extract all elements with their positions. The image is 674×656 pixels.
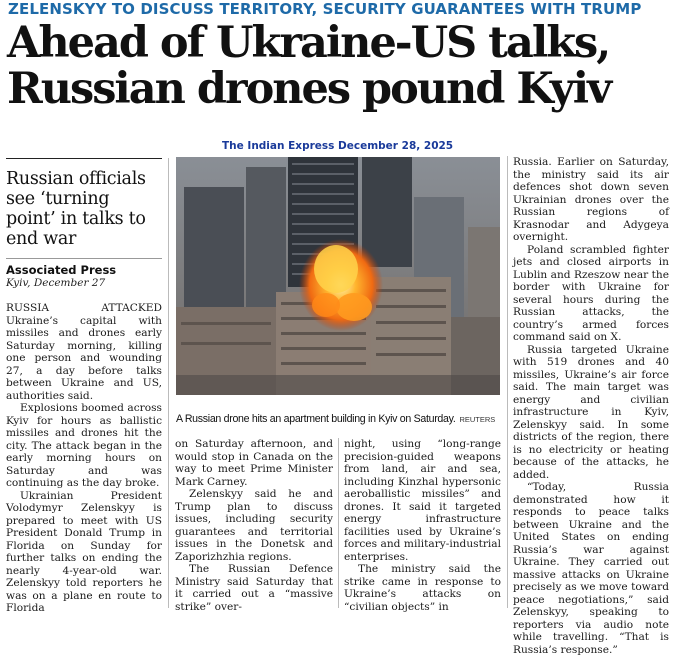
kicker: ZELENSKYY TO DISCUSS TERRITORY, SECURITY GUARANTEES WITH TRUMP (8, 0, 642, 18)
dateline: Kyiv, December 27 (6, 277, 106, 289)
photo-caption (176, 413, 502, 425)
paragraph: The Russian Defence Ministry said Saturday that it carried out a “massive strike” over- (175, 563, 333, 613)
column-divider (507, 156, 508, 608)
paragraph: Ukrainian President Volodymyr Zelenskyy is prepared to meet with US President Donald Trump in Florida on Sunday for further talks on ending the nearly 4-year-old war. Zelenskyy told reporters he was on a plane en route to Florida (6, 489, 162, 614)
paragraph: The ministry said the strike came in response to Ukraine’s attacks on “civilian objects” in (344, 563, 501, 613)
article-column-4 (513, 156, 669, 656)
paragraph: Explosions boomed across Kyiv for hours as ballistic missiles and drones hit the city. The attack began in the early morning hours on Saturday and was continuing as the day broke. (6, 402, 162, 489)
subhead: Russian officials see ‘turning point’ in talks to end war (6, 169, 146, 249)
paragraph: RUSSIA ATTACKED Ukraine’s capital with missiles and drones early Saturday morning, killing one person and wounding 27, a day before talks between Ukraine and US, authorities said. (6, 302, 162, 402)
column-top-rule (6, 158, 162, 159)
headline-line-1: Ahead of Ukraine-US talks, (7, 18, 610, 68)
article-column-2 (175, 438, 333, 613)
paragraph: Russia targeted Ukraine with 519 drones and 40 missiles, Ukraine’s air force said. The main target was energy and civilian infrastructure in Kyiv, Zelenskyy said. In some districts of the region, there is no electricity or heating because of the attacks, he added. (513, 343, 669, 481)
paragraph: on Saturday afternoon, and would stop in Canada on the way to meet Prime Minister Mark Carney. (175, 438, 333, 488)
apartment-building-explosion-icon (176, 157, 500, 395)
byline-rule (6, 258, 162, 259)
byline: Associated Press (6, 263, 117, 277)
column-divider (168, 158, 169, 608)
headline (7, 20, 610, 112)
paragraph: “Today, Russia demonstrated how it responds to peace talks between Ukraine and the United States on ending Russia’s war against Ukraine. They carried out massive attacks on Ukraine precisely as we move toward peace negotiations,” said Zelenskyy, speaking to reporters via audio note while travelling. “That is Russia’s response.” (513, 481, 669, 656)
photo-credit: REUTERS (459, 415, 496, 424)
column-divider (338, 438, 339, 608)
paragraph: night, using “long-range precision-guided weapons from land, air and sea, including Kinzhal hypersonic aeroballistic missiles” and drones. It said it targeted energy infrastructure facilities used by Ukraine’s forces and military-industrial enterprises. (344, 438, 501, 563)
article-column-3 (344, 438, 501, 613)
article-column-1 (6, 158, 162, 615)
paragraph: Zelenskyy said he and Trump plan to discuss issues, including security guarantees and territorial issues in the Donetsk and Zaporizhzhia regions. (175, 488, 333, 563)
news-photo (176, 157, 500, 395)
source-label: The Indian Express December 28, 2025 (222, 140, 454, 152)
caption-text: A Russian drone hits an apartment building in Kyiv on Saturday. (176, 413, 456, 425)
headline-line-2: Russian drones pound Kyiv (7, 64, 611, 114)
paragraph: Poland scrambled fighter jets and closed airports in Lublin and Rzeszow near the border with Ukraine for several hours during the Russian attacks, the country’s armed forces command said on X. (513, 243, 669, 343)
paragraph: Russia. Earlier on Saturday, the ministry said its air defences shot down seven Ukrainian drones over the Russian regions of Krasnodar and Adygeya overnight. (513, 156, 669, 243)
